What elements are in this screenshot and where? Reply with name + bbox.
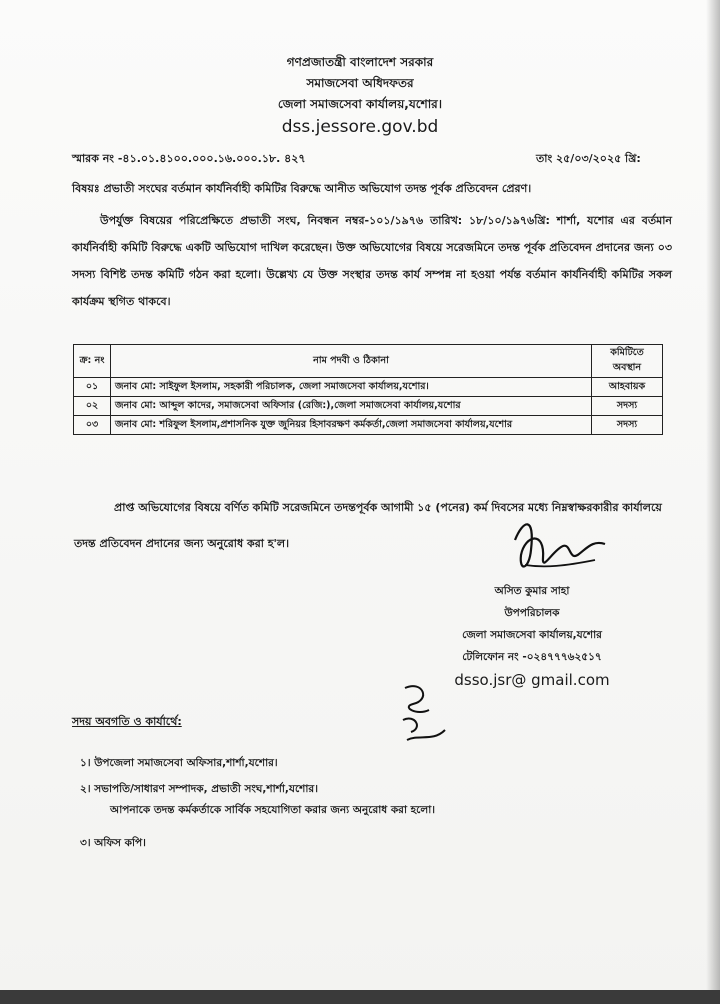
distribution-title: সদয় অবগতি ও কার্যার্থে: [72,715,182,728]
table-row [74,378,663,397]
row-name: জনাব মো: শরিফুল ইসলাম,প্রশাসনিক যুক্ত জুনিয়র হিসাবরক্ষণ কর্মকর্তা,জেলা সমাজসেবা কার্যালয়,যশোর [111,416,592,435]
row-serial: ০১ [74,378,111,397]
row-serial: ০৩ [74,416,111,435]
table-row [74,397,663,416]
row-name: জনাব মো: সাইফুল ইসলাম, সহকারী পরিচালক, জেলা সমাজসেবা কার্যালয়,যশোর। [111,378,592,397]
signature-mark [505,510,615,590]
page-edge-shadow [706,0,720,1004]
letterhead [180,52,540,139]
signatory-email: dsso.jsr@ gmail.com [454,671,610,689]
request-paragraph: প্রাপ্ত অভিযোগের বিষয়ে বর্ণিত কমিটি সরেজমিনে তদন্তপূর্বক আগামী ১৫ (পনের) কর্ম দিবসের মধ্যে নিম্নস্বাক্ষরকারীর কার্যালয়ে তদন্ত প্রতিবেদন প্রদানের জন্য অনুরোধ করা হ'ল। [74,501,662,550]
govt-name: গণপ্রজাতন্ত্রী বাংলাদেশ সরকার [286,55,434,69]
list-item: ২। সভাপতি/সাধারণ সম্পাদক, প্রভাতী সংঘ,শার্শা,যশোর। [80,783,318,795]
initial-mark [393,680,453,750]
row-position: সদস্য [592,397,663,416]
table-row [74,416,663,435]
body-paragraph: উপর্যুক্ত বিষয়ের পরিপ্রেক্ষিতে প্রভাতী সংঘ, নিবন্ধন নম্বর-১০১/১৯৭৬ তারিখ: ১৮/১০/১৯৭৬খ্রি: শার্শা, যশোর এর বর্তমান কার্যনির্বাহী কমিটি বিরুদ্ধে একটি অভিযোগ দাখিল করেছেন। উক্ত অভিযোগের বিষয়ে সরেজমিনে তদন্ত পূর্বক প্রতিবেদন প্রদানের জন্য ০৩ সদস্য বিশিষ্ট তদন্ত কমিটি গঠন করা হলো। উল্লেখ্য যে উক্ত সংস্থার তদন্ত কার্য সম্পন্ন না হওয়া পর্যন্ত বর্তমান কার্যনির্বাহী কমিটির সকল কার্যক্রম স্থগিত থাকবে। [72,214,672,308]
row-serial: ০২ [74,397,111,416]
row-position: সদস্য [592,416,663,435]
subject-line: বিষয়ঃ প্রভাতী সংঘের বর্তমান কার্যনির্বাহী কমিটির বিরুদ্ধে আনীত অভিযোগ তদন্ত পূর্বক প্রতিবেদন প্রেরণ। [72,182,532,195]
website: dss.jessore.gov.bd [281,117,439,137]
header-serial: ক্র: নং [74,345,111,378]
signatory-phone: টেলিফোন নং -০২৪৭৭৭৬২৫১৭ [462,651,602,663]
row-position: আহবায়ক [592,378,663,397]
signatory-office: জেলা সমাজসেবা কার্যালয়,যশোর [462,629,602,641]
row-name: জনাব মো: আব্দুল কাদের, সমাজসেবা অফিসার (রেজি:),জেলা সমাজসেবা কার্যালয়,যশোর [111,397,592,416]
list-item: ১। উপজেলা সমাজসেবা অফিসার,শার্শা,যশোর। [80,757,278,769]
scan-bottom-edge [0,990,720,1004]
committee-table [73,344,663,435]
header-position: কমিটিতে অবস্থান [592,345,663,378]
signatory-name: অসিত কুমার সাহা [494,585,570,597]
office-name: জেলা সমাজসেবা কার্যালয়,যশোর। [277,97,443,111]
memo-number: স্মারক নং -৪১.০১.৪১০০.০০০.১৬.০০০.১৮. ৪২৭ [72,152,306,165]
list-item: ৩। অফিস কপি। [80,837,146,849]
signatory-block [432,580,632,692]
directorate-name: সমাজসেবা অধিদফতর [306,76,414,90]
table-header-row [74,345,663,378]
letter-date: তাং ২৫/০৩/২০২৫ খ্রি: [536,152,641,165]
header-name: নাম পদবী ও ঠিকানা [111,345,592,378]
distribution-list [80,750,620,856]
list-item: আপনাকে তদন্ত কর্মকর্তাকে সার্বিক সহযোগিতা করার জন্য অনুরোধ করা হলো। [110,804,435,816]
signatory-designation: উপপরিচালক [504,607,560,619]
